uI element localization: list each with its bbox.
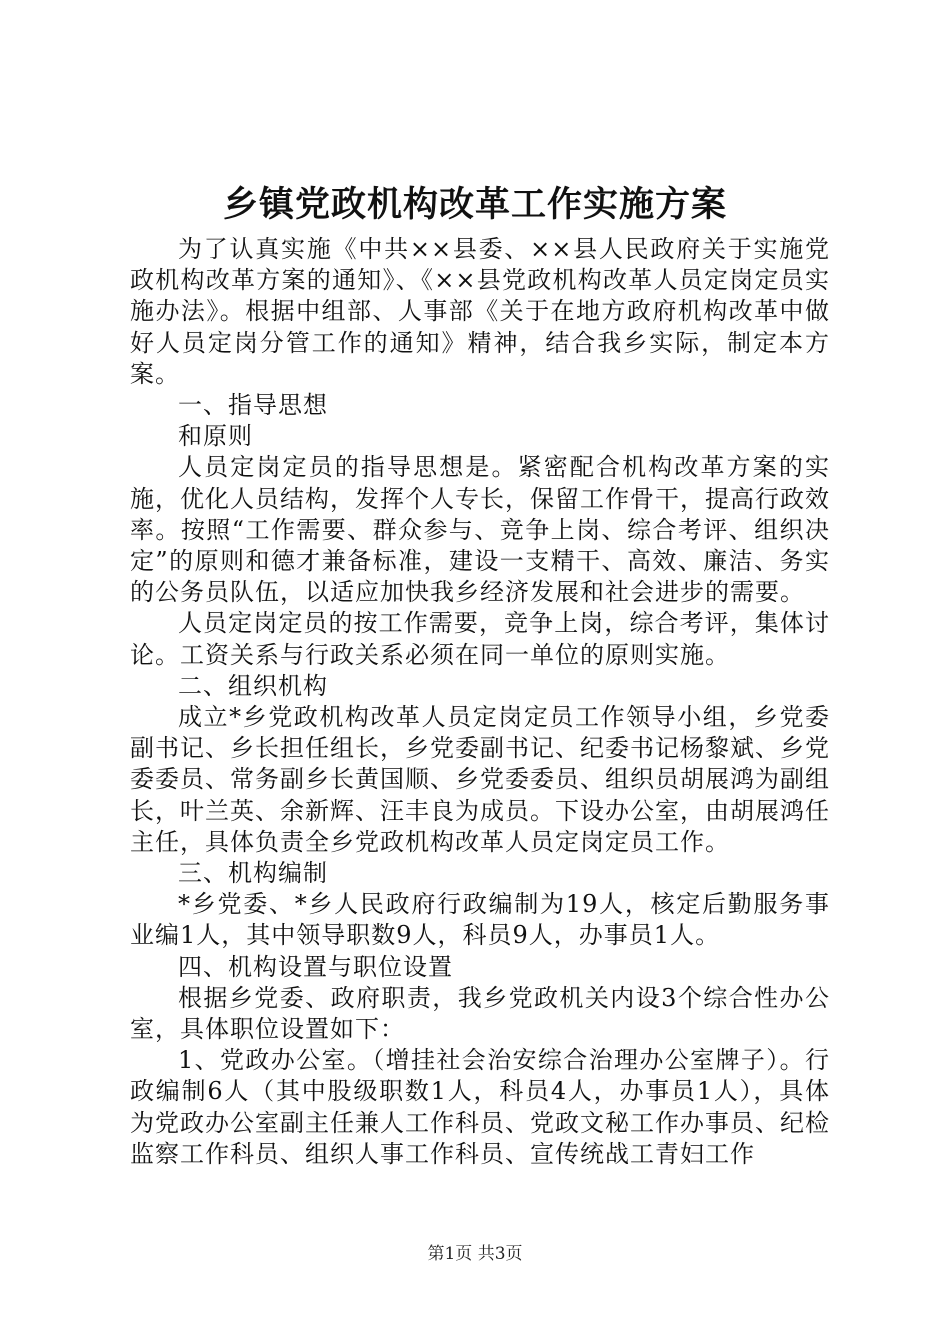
document-body (130, 234, 830, 1170)
page-number-footer: 第1页 共3页 (427, 1244, 523, 1264)
paragraph-staffing: *乡党委、*乡人民政府行政编制为19人，核定后勤服务事业编1人，其中领导职数9人，科员9人，办事员1人。 (130, 890, 830, 950)
section-heading-organization: 二、组织机构 (178, 671, 328, 700)
paragraph-intro: 为了认真实施《中共××县委、××县人民政府关于实施党政机构改革方案的通知》、《××县党政机构改革人员定岗定员实施办法》。根据中组部、人事部《关于在地方政府机构改革中做好人员定岗分管工作的通知》精神，结合我乡实际，制定本方案。 (130, 235, 830, 388)
paragraph-positions: 根据乡党委、政府职责，我乡党政机关内设3个综合性办公室，具体职位设置如下： (130, 983, 830, 1044)
document-title: 乡镇党政机构改革工作实施方案 (222, 184, 727, 225)
section-heading-guiding-thought: 一、指导思想 (178, 391, 328, 420)
paragraph-party-office: 1、党政办公室。（增挂社会治安综合治理办公室牌子）。行政编制6人（其中股级职数1人，科员4人，办事员1人），具体为党政办公室副主任兼人工作科员、党政文秘工作办事员、纪检监察工作科员、组织人事工作科员、宣传统战工青妇工作 (130, 1046, 830, 1168)
section-heading-positions: 四、机构设置与职位设置 (178, 952, 453, 981)
paragraph-principles: 人员定岗定员的按工作需要，竞争上岗，综合考评，集体讨论。工资关系与行政关系必须在同一单位的原则实施。 (130, 609, 830, 669)
paragraph-guiding-thought: 人员定岗定员的指导思想是。紧密配合机构改革方案的实施，优化人员结构，发挥个人专长，保留工作骨干，提高行政效率。按照“工作需要、群众参与、竞争上岗、综合考评、组织决定”的原则和德才兼备标准，建设一支精干、高效、廉洁、务实的公务员队伍，以适应加快我乡经济发展和社会进步的需要。 (130, 453, 830, 607)
section-heading-staffing: 三、机构编制 (178, 859, 328, 888)
paragraph-organization: 成立*乡党政机构改革人员定岗定员工作领导小组，乡党委副书记、乡长担任组长，乡党委副书记、纪委书记杨黎斌、乡党委委员、常务副乡长黄国顺、乡党委委员、组织员胡展鸿为副组长，叶兰英、余新辉、汪丰良为成员。下设办公室，由胡展鸿任主任，具体负责全乡党政机构改革人员定岗定员工作。 (130, 703, 830, 856)
section-heading-principles: 和原则 (178, 422, 253, 451)
